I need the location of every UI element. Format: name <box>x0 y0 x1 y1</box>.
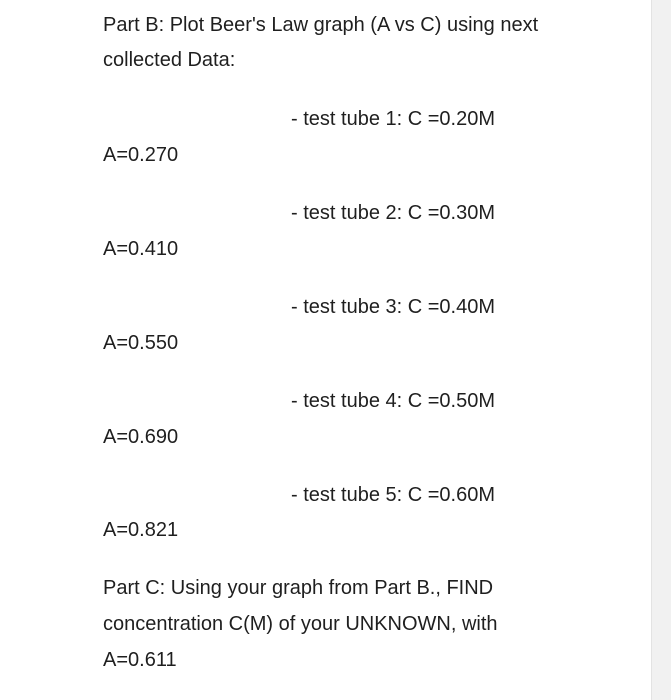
test-tube-2-concentration: - test tube 2: C =0.30M <box>291 202 495 224</box>
test-tube-4-concentration: - test tube 4: C =0.50M <box>291 390 495 412</box>
test-tube-5-concentration: - test tube 5: C =0.60M <box>291 484 495 506</box>
test-tube-1-absorbance: A=0.270 <box>103 144 179 166</box>
test-tube-5-absorbance: A=0.821 <box>103 519 179 541</box>
part-c-heading-line-2: concentration C(M) of your UNKNOWN, with <box>103 613 498 635</box>
part-c-unknown-absorbance: A=0.611 <box>103 649 177 671</box>
test-tube-2-absorbance: A=0.410 <box>103 238 179 260</box>
test-tube-4-absorbance: A=0.690 <box>103 426 179 448</box>
test-tube-1-concentration: - test tube 1: C =0.20M <box>291 108 495 130</box>
test-tube-3-concentration: - test tube 3: C =0.40M <box>291 296 495 318</box>
part-b-heading-line-1: Part B: Plot Beer's Law graph (A vs C) using next <box>103 14 539 36</box>
test-tube-3-absorbance: A=0.550 <box>103 332 179 354</box>
part-c-heading-line-1: Part C: Using your graph from Part B., FIND <box>103 577 494 599</box>
part-b-heading-line-2: collected Data: <box>103 49 236 71</box>
